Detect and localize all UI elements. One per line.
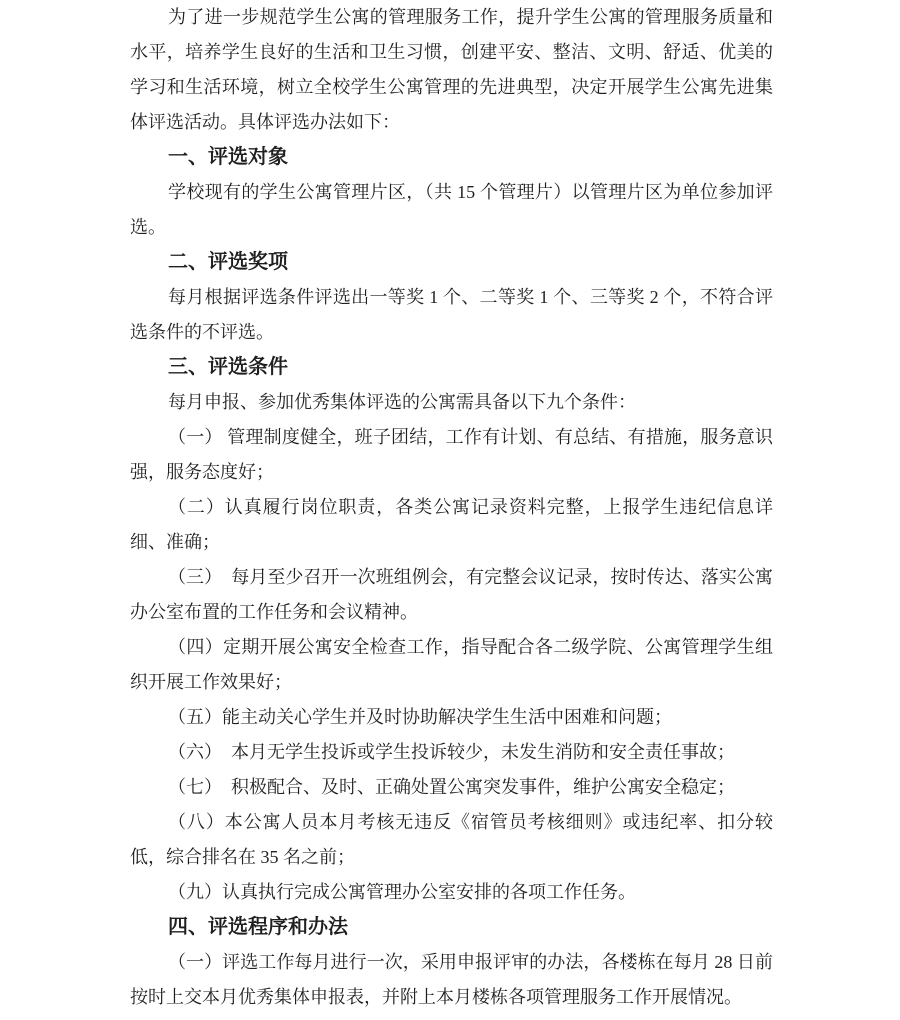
- condition-item-8: （八）本公寓人员本月考核无违反《宿管员考核细则》或违纪率、扣分较低，综合排名在 35 名之前；: [130, 812, 773, 867]
- condition-item-5: （五）能主动关心学生并及时协助解决学生生活中困难和问题；: [168, 707, 672, 727]
- intro-paragraph: 为了进一步规范学生公寓的管理服务工作，提升学生公寓的管理服务质量和水平，培养学生良好的生活和卫生习惯，创建平安、整洁、文明、舒适、优美的学习和生活环境，树立全校学生公寓管理的先进典型，决定开展学生公寓先进集体评选活动。具体评选办法如下：: [130, 7, 773, 132]
- section-2-heading: 二、评选奖项: [168, 251, 288, 273]
- condition-item-4: （四）定期开展公寓安全检查工作，指导配合各二级学院、公寓管理学生组织开展工作效果好；: [130, 637, 773, 692]
- section-4-heading: 四、评选程序和办法: [168, 916, 348, 938]
- procedure-item-1: （一）评选工作每月进行一次，采用申报评审的办法，各楼栋在每月 28 日前按时上交本月优秀集体申报表，并附上本月楼栋各项管理服务工作开展情况。: [130, 952, 773, 1007]
- section-1-heading: 一、评选对象: [168, 146, 288, 168]
- condition-item-1: （一） 管理制度健全，班子团结，工作有计划、有总结、有措施，服务意识强，服务态度好；: [130, 427, 773, 482]
- conditions-intro: 每月申报、参加优秀集体评选的公寓需具备以下九个条件：: [168, 392, 636, 412]
- document-content: [130, 0, 773, 1015]
- condition-item-9: （九）认真执行完成公寓管理办公室安排的各项工作任务。: [168, 882, 636, 902]
- condition-item-7: （七） 积极配合、及时、正确处置公寓突发事件，维护公寓安全稳定；: [168, 777, 735, 797]
- condition-item-6: （六） 本月无学生投诉或学生投诉较少，未发生消防和安全责任事故；: [168, 742, 735, 762]
- section-2-body: 每月根据评选条件评选出一等奖 1 个、二等奖 1 个、三等奖 2 个，不符合评选条件的不评选。: [130, 287, 773, 342]
- condition-item-3: （三） 每月至少召开一次班组例会，有完整会议记录，按时传达、落实公寓办公室布置的工作任务和会议精神。: [130, 567, 773, 622]
- condition-item-2: （二）认真履行岗位职责，各类公寓记录资料完整，上报学生违纪信息详细、准确；: [130, 497, 773, 552]
- section-3-heading: 三、评选条件: [168, 356, 288, 378]
- section-1-body: 学校现有的学生公寓管理片区，（共 15 个管理片）以管理片区为单位参加评选。: [130, 182, 773, 237]
